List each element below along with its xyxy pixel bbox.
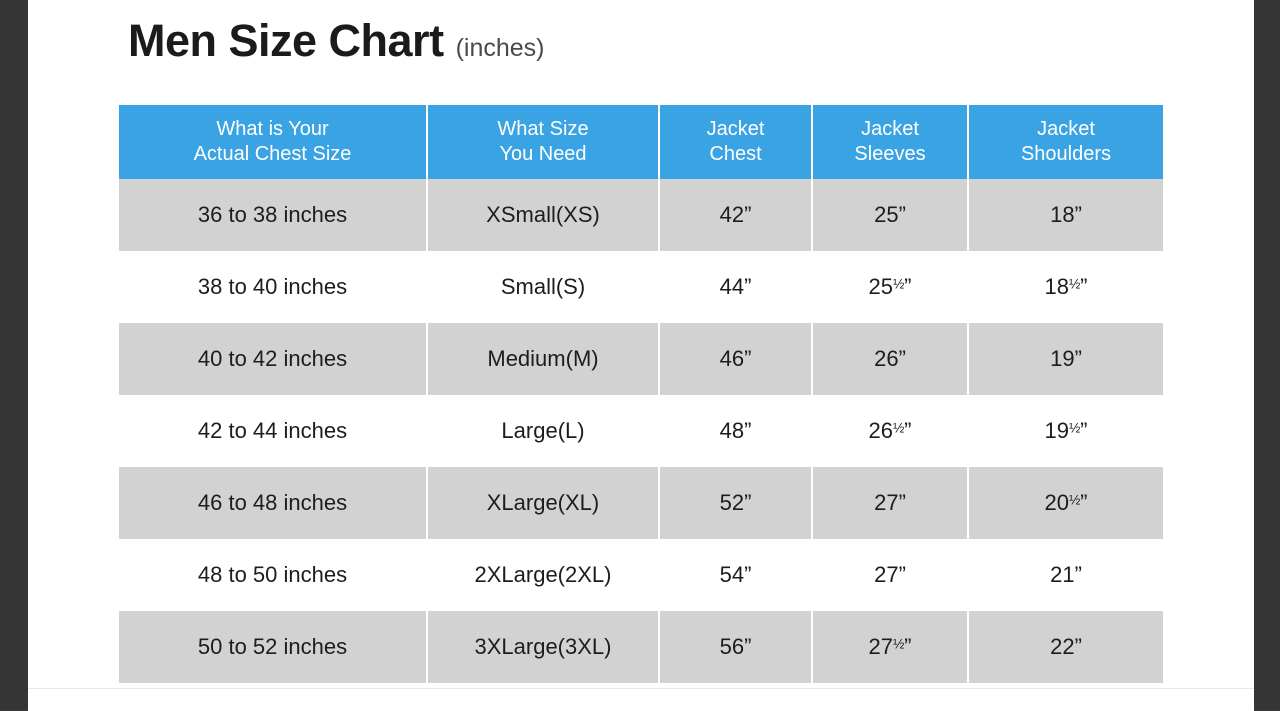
table-row <box>119 467 1163 539</box>
column-header-line-2: Sleeves <box>854 143 926 165</box>
cell-jacket-shoulders: 21” <box>968 539 1163 611</box>
cell-jacket-sleeves: 27” <box>812 467 968 539</box>
right-letterbox-band <box>1254 0 1280 710</box>
cell-jacket-sleeves: $26^{\frac{1}{2}}$” <box>812 395 968 467</box>
cell-size-you-need: Large(L) <box>427 395 659 467</box>
table-row <box>119 395 1163 467</box>
page-bottom-strip <box>28 688 1254 711</box>
table-header-row <box>119 105 1163 179</box>
table-header <box>119 105 1163 179</box>
column-header-line-2: Chest <box>709 143 762 165</box>
cell-size-you-need: 3XLarge(3XL) <box>427 611 659 683</box>
page-content-area <box>28 0 1254 688</box>
cell-size-you-need: XSmall(XS) <box>427 179 659 251</box>
cell-actual-chest-size: 42 to 44 inches <box>119 395 427 467</box>
cell-size-you-need: 2XLarge(2XL) <box>427 539 659 611</box>
cell-actual-chest-size: 40 to 42 inches <box>119 323 427 395</box>
document-page <box>28 0 1254 710</box>
column-header-line-1: What is Your <box>216 118 329 140</box>
column-header-line-1: Jacket <box>861 118 919 140</box>
table-row <box>119 611 1163 683</box>
table-body <box>119 179 1163 683</box>
column-header-jacket-shoulders <box>968 105 1163 179</box>
cell-actual-chest-size: 46 to 48 inches <box>119 467 427 539</box>
cell-jacket-chest: 48” <box>659 395 812 467</box>
cell-jacket-chest: 46” <box>659 323 812 395</box>
cell-jacket-chest: 56” <box>659 611 812 683</box>
cell-jacket-chest: 52” <box>659 467 812 539</box>
table-row <box>119 323 1163 395</box>
cell-jacket-shoulders: 22” <box>968 611 1163 683</box>
cell-size-you-need: XLarge(XL) <box>427 467 659 539</box>
column-header-line-1: Jacket <box>706 118 765 140</box>
table-row <box>119 251 1163 323</box>
table-row <box>119 539 1163 611</box>
column-header-actual-chest-size <box>119 105 427 179</box>
left-letterbox-band <box>0 0 28 710</box>
column-header-line-1: What Size <box>497 118 589 140</box>
cell-size-you-need: Small(S) <box>427 251 659 323</box>
cell-actual-chest-size: 36 to 38 inches <box>119 179 427 251</box>
size-chart-table <box>119 105 1163 683</box>
cell-jacket-shoulders: $20^{\frac{1}{2}}$” <box>968 467 1163 539</box>
cell-actual-chest-size: 38 to 40 inches <box>119 251 427 323</box>
cell-jacket-shoulders: 18” <box>968 179 1163 251</box>
cell-jacket-sleeves: 25” <box>812 179 968 251</box>
column-header-line-2: Actual Chest Size <box>193 143 352 165</box>
column-header-jacket-sleeves <box>812 105 968 179</box>
column-header-jacket-chest <box>659 105 812 179</box>
cell-jacket-sleeves: 26” <box>812 323 968 395</box>
cell-jacket-chest: 42” <box>659 179 812 251</box>
page-title-main: Men Size Chart <box>128 15 444 66</box>
cell-actual-chest-size: 48 to 50 inches <box>119 539 427 611</box>
page-title <box>128 15 545 66</box>
page-title-unit: (inches) <box>455 34 545 62</box>
column-header-line-1: Jacket <box>1037 118 1095 140</box>
cell-jacket-sleeves: $25^{\frac{1}{2}}$” <box>812 251 968 323</box>
cell-size-you-need: Medium(M) <box>427 323 659 395</box>
column-header-line-2: Shoulders <box>1020 143 1112 165</box>
cell-jacket-chest: 54” <box>659 539 812 611</box>
column-header-line-2: You Need <box>499 143 587 165</box>
cell-jacket-shoulders: $19^{\frac{1}{2}}$” <box>968 395 1163 467</box>
cell-jacket-chest: 44” <box>659 251 812 323</box>
cell-jacket-shoulders: $18^{\frac{1}{2}}$” <box>968 251 1163 323</box>
cell-jacket-sleeves: $27^{\frac{1}{2}}$” <box>812 611 968 683</box>
cell-jacket-sleeves: 27” <box>812 539 968 611</box>
cell-jacket-shoulders: 19” <box>968 323 1163 395</box>
column-header-size-you-need <box>427 105 659 179</box>
cell-actual-chest-size: 50 to 52 inches <box>119 611 427 683</box>
table-row <box>119 179 1163 251</box>
